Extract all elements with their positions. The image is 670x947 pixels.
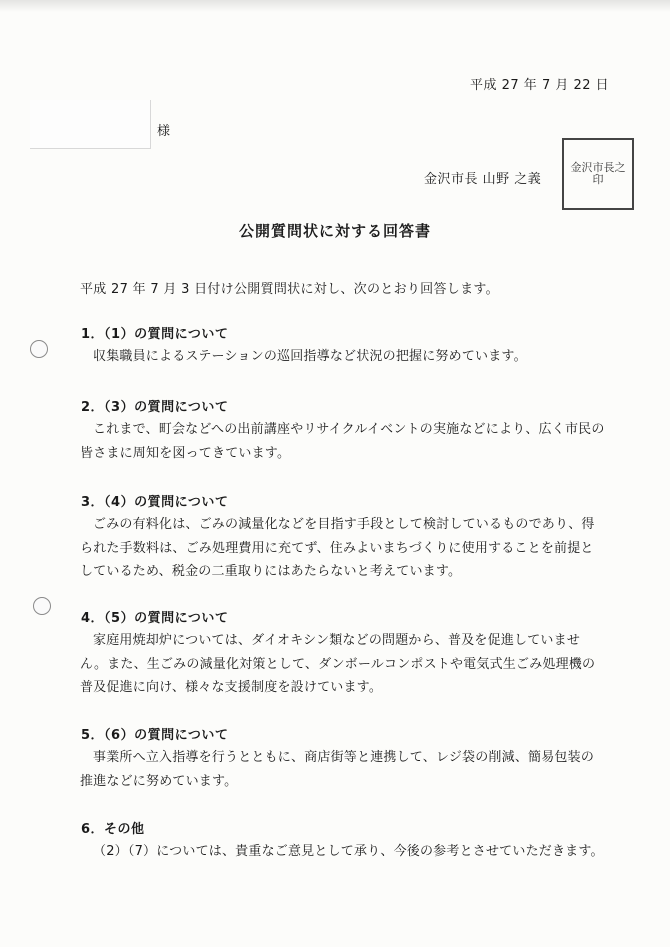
- document-date: 平成 27 年 7 月 22 日: [470, 78, 610, 93]
- document-title: 公開質問状に対する回答書: [238, 222, 431, 240]
- section-heading: 5．（6）の質問について: [81, 728, 229, 743]
- section-heading: 1．（1）の質問について: [81, 327, 229, 342]
- section-heading: 4．（5）の質問について: [81, 611, 229, 626]
- redacted-addressee: [30, 100, 151, 149]
- section-body: （2）（7）については、貴重なご意見として承り、今後の参考とさせていただきます。: [93, 844, 604, 859]
- section-body: これまで、町会などへの出前講座やリサイクルイベントの実施などにより、広く市民の皆さまに周知を図ってきています。: [80, 422, 605, 461]
- sender-name: 金沢市長 山野 之義: [424, 172, 542, 187]
- section-body: 事業所へ立入指導を行うとともに、商店街等と連携して、レジ袋の削減、簡易包装の推進などに努めています。: [80, 750, 595, 789]
- punch-hole-icon: [33, 597, 51, 615]
- punch-hole-icon: [30, 340, 48, 358]
- section-heading: 6．その他: [81, 822, 145, 837]
- official-seal: 金沢市長之印: [562, 138, 634, 210]
- intro-paragraph: 平成 27 年 7 月 3 日付け公開質問状に対し、次のとおり回答します。: [80, 282, 499, 297]
- section-body: 収集職員によるステーションの巡回指導など状況の把握に努めています。: [93, 349, 527, 364]
- scan-edge: [0, 0, 670, 12]
- section-heading: 3．（4）の質問について: [81, 495, 229, 510]
- section-body: 家庭用焼却炉については、ダイオキシン類などの問題から、普及を促進していません。また、生ごみの減量化対策として、ダンボールコンポストや電気式生ごみ処理機の普及促進に向け、様々な支援制度を設けています。: [80, 633, 596, 695]
- section-body: ごみの有料化は、ごみの減量化などを目指す手段として検討しているものであり、得られた手数料は、ごみ処理費用に充てず、住みよいまちづくりに使用することを前提としているため、税金の二重取りにはあたらないと考えています。: [80, 517, 595, 579]
- section-heading: 2．（3）の質問について: [81, 400, 229, 415]
- addressee-honorific: 様: [157, 124, 171, 139]
